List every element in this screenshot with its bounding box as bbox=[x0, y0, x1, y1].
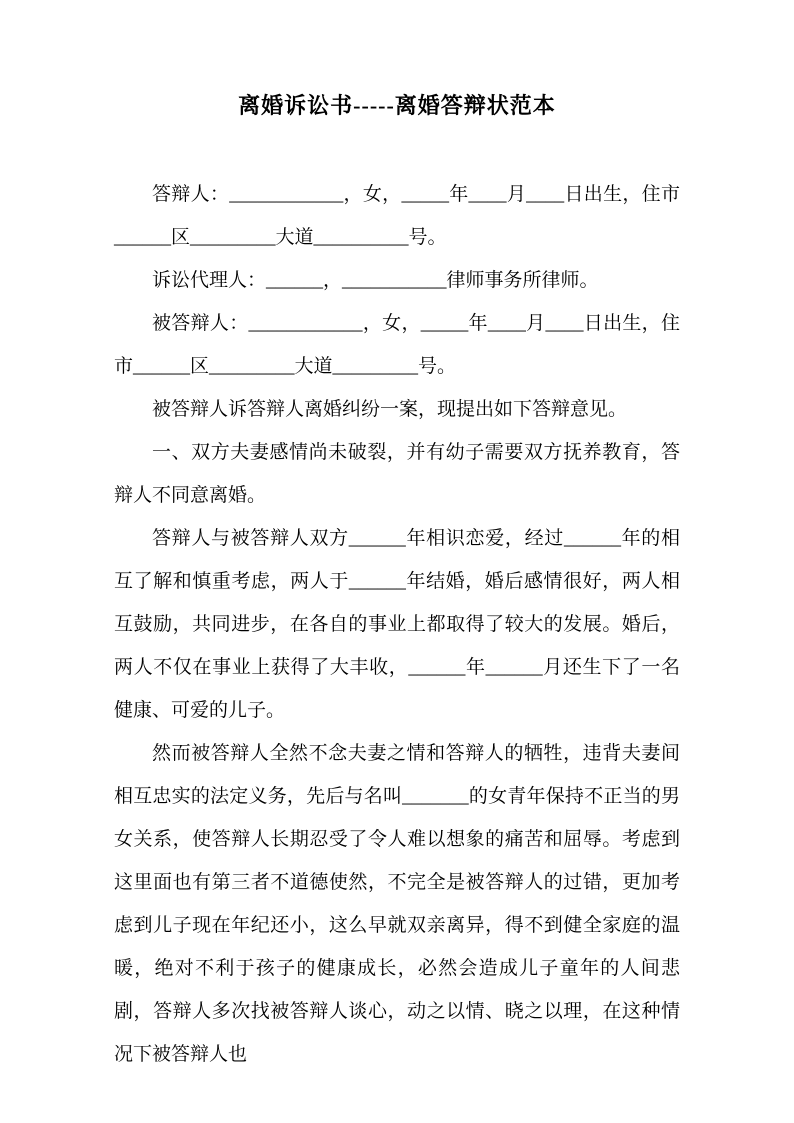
paragraph-relationship-history: 答辩人与被答辩人双方______年相识恋爱，经过______年的相互了解和慎重考虑，两人于______年结婚，婚后感情很好，两人相互鼓励，共同进步，在各自的事业上都取得了较大的发展。婚后，两人不仅在事业上获得了大丰收，______年______月还生下了一名健康、可爱的儿子。 bbox=[114, 528, 680, 721]
paragraph-respondent-info: 答辩人：____________，女，_____年____月____日出生，住市______区_________大道__________号。 bbox=[114, 184, 680, 248]
paragraph-counter-respondent-info: 被答辩人：____________，女，_____年____月____日出生，住市______区_________大道_________号。 bbox=[114, 313, 680, 377]
paragraph-litigation-agent: 诉讼代理人：______，___________律师事务所律师。 bbox=[152, 270, 599, 291]
paragraph-argument-body: 然而被答辩人全然不念夫妻之情和答辩人的牺牲，违背夫妻间相互忠实的法定义务，先后与名叫_______的女青年保持不正当的男女关系，使答辩人长期忍受了令人难以想象的痛苦和屈辱。考虑到这里面也有第三者不道德使然，不完全是被答辩人的过错，更加考虑到儿子现在年纪还小，这么早就双亲离异，得不到健全家庭的温暖，绝对不利于孩子的健康成长，必然会造成儿子童年的人间悲剧，答辩人多次找被答辩人谈心，动之以情、晓之以理，在这种情况下被答辩人也 bbox=[114, 743, 680, 1065]
document-title: 离婚诉讼书-----离婚答辩状范本 bbox=[238, 93, 556, 118]
paragraph-point-one: 一、双方夫妻感情尚未破裂，并有幼子需要双方抚养教育，答辩人不同意离婚。 bbox=[114, 442, 680, 506]
paragraph-case-intro: 被答辩人诉答辩人离婚纠纷一案，现提出如下答辩意见。 bbox=[152, 399, 628, 420]
